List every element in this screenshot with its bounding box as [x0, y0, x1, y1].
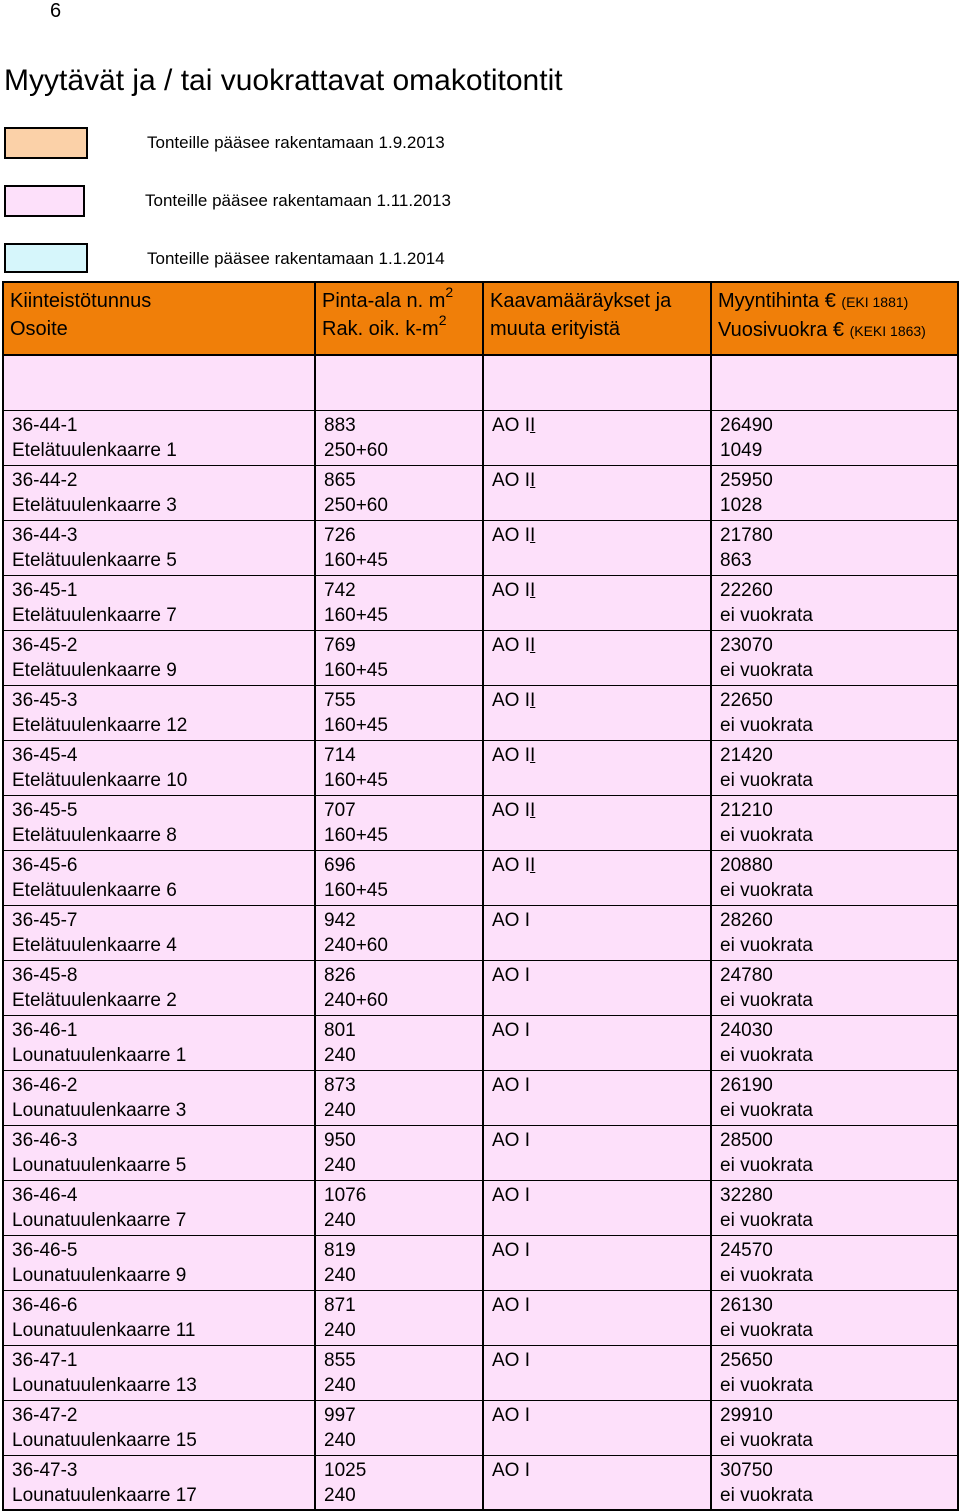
header-price-label: Myyntihinta: [718, 290, 820, 312]
zoning-code: AO I: [492, 1294, 531, 1316]
header-zoning: [483, 282, 711, 355]
cell-area: [315, 795, 483, 850]
annual-rent: ei vuokrata: [720, 989, 813, 1011]
table-row: [3, 465, 958, 520]
zoning-code: AO II: [492, 799, 536, 821]
building-right: 240: [324, 1319, 356, 1341]
zoning-code: AO I: [492, 1184, 531, 1206]
cell-zoning: [483, 465, 711, 520]
legend-swatch-orange: [4, 127, 88, 159]
property-id: 36-45-6: [12, 854, 78, 876]
annual-rent: ei vuokrata: [720, 1044, 813, 1066]
table-row: [3, 1400, 958, 1455]
address: Etelätuulenkaarre 10: [12, 769, 188, 791]
cell-price-rent: [711, 575, 958, 630]
plots-table: [2, 281, 959, 1511]
plot-area: 801: [324, 1019, 356, 1041]
building-right: 250+60: [324, 439, 388, 461]
property-id: 36-45-8: [12, 964, 78, 986]
building-right: 240+60: [324, 934, 388, 956]
legend-text-2: Tonteille pääsee rakentamaan 1.11.2013: [145, 191, 451, 210]
cell-area: [315, 575, 483, 630]
zoning-code: AO II: [492, 634, 536, 656]
sale-price: 21210: [720, 799, 773, 821]
plot-area: 742: [324, 579, 356, 601]
property-id: 36-45-2: [12, 634, 78, 656]
building-right: 160+45: [324, 659, 388, 681]
plot-area: 873: [324, 1074, 356, 1096]
annual-rent: 1028: [720, 494, 763, 516]
property-id: 36-44-2: [12, 469, 78, 491]
address: Lounatuulenkaarre 9: [12, 1264, 187, 1286]
plot-area: 942: [324, 909, 356, 931]
table-row: [3, 740, 958, 795]
zoning-code: AO II: [492, 579, 536, 601]
cell-area: [315, 465, 483, 520]
cell-zoning: [483, 1015, 711, 1070]
plot-area: 819: [324, 1239, 356, 1261]
address: Etelätuulenkaarre 12: [12, 714, 188, 736]
cell-id-address: [3, 575, 315, 630]
cell-area: [315, 1235, 483, 1290]
table-row: [3, 630, 958, 685]
zoning-code: AO I: [492, 1074, 531, 1096]
cell-zoning: [483, 960, 711, 1015]
sale-price: 30750: [720, 1459, 773, 1481]
property-id: 36-47-2: [12, 1404, 78, 1426]
cell-price-rent: [711, 630, 958, 685]
legend-text-3: Tonteille pääsee rakentamaan 1.1.2014: [147, 249, 445, 268]
sale-price: 22260: [720, 579, 773, 601]
cell-price-rent: [711, 1180, 958, 1235]
header-price-line: [718, 287, 951, 316]
cell-area: [315, 630, 483, 685]
sale-price: 21780: [720, 524, 773, 546]
annual-rent: ei vuokrata: [720, 824, 813, 846]
table-header-row: [3, 282, 958, 355]
cell-area: [315, 1125, 483, 1180]
table-row: [3, 1070, 958, 1125]
cell-area: [315, 1345, 483, 1400]
cell-area: [315, 410, 483, 465]
annual-rent: ei vuokrata: [720, 1209, 813, 1231]
zoning-underline: I: [530, 524, 536, 546]
header-price-index: (EKI 1881): [841, 294, 909, 310]
building-right: 240: [324, 1484, 356, 1506]
annual-rent: ei vuokrata: [720, 604, 813, 626]
cell-id-address: [3, 1290, 315, 1345]
cell-zoning: [483, 1400, 711, 1455]
gap-cell: [315, 355, 483, 410]
header-id-label: Kiinteistötunnus: [10, 290, 152, 312]
header-id-address: [3, 282, 315, 355]
header-area-line: [322, 284, 476, 315]
address: Lounatuulenkaarre 7: [12, 1209, 187, 1231]
zoning-code: AO I: [492, 909, 531, 931]
zoning-code: AO II: [492, 414, 536, 436]
sale-price: 23070: [720, 634, 773, 656]
cell-price-rent: [711, 1125, 958, 1180]
address: Etelätuulenkaarre 6: [12, 879, 177, 901]
sale-price: 32280: [720, 1184, 773, 1206]
address: Lounatuulenkaarre 3: [12, 1099, 187, 1121]
cell-id-address: [3, 905, 315, 960]
building-right: 250+60: [324, 494, 388, 516]
cell-price-rent: [711, 1235, 958, 1290]
annual-rent: 1049: [720, 439, 763, 461]
cell-id-address: [3, 520, 315, 575]
legend-swatch-pink: [4, 185, 85, 217]
annual-rent: ei vuokrata: [720, 1154, 813, 1176]
cell-id-address: [3, 850, 315, 905]
sale-price: 21420: [720, 744, 773, 766]
zoning-code: AO I: [492, 1349, 531, 1371]
cell-area: [315, 1290, 483, 1345]
annual-rent: ei vuokrata: [720, 879, 813, 901]
cell-zoning: [483, 1290, 711, 1345]
cell-price-rent: [711, 850, 958, 905]
building-right: 240+60: [324, 989, 388, 1011]
plot-area: 865: [324, 469, 356, 491]
annual-rent: ei vuokrata: [720, 1099, 813, 1121]
cell-zoning: [483, 1455, 711, 1510]
gap-cell: [483, 355, 711, 410]
legend-text-1: Tonteille pääsee rakentamaan 1.9.2013: [147, 133, 445, 152]
address: Lounatuulenkaarre 1: [12, 1044, 187, 1066]
plot-area: 826: [324, 964, 356, 986]
cell-price-rent: [711, 1015, 958, 1070]
zoning-underline: I: [530, 744, 536, 766]
cell-id-address: [3, 1070, 315, 1125]
table-row: [3, 575, 958, 630]
cell-zoning: [483, 1180, 711, 1235]
table-row: [3, 520, 958, 575]
property-id: 36-45-7: [12, 909, 78, 931]
cell-area: [315, 1455, 483, 1510]
annual-rent: ei vuokrata: [720, 1484, 813, 1506]
building-right: 160+45: [324, 714, 388, 736]
legend-swatch-cyan: [4, 243, 88, 273]
building-right: 240: [324, 1429, 356, 1451]
zoning-code: AO II: [492, 524, 536, 546]
building-right: 160+45: [324, 824, 388, 846]
zoning-code: AO I: [492, 964, 531, 986]
cell-zoning: [483, 1345, 711, 1400]
address: Etelätuulenkaarre 2: [12, 989, 177, 1011]
cell-zoning: [483, 410, 711, 465]
zoning-code: AO I: [492, 1239, 531, 1261]
cell-price-rent: [711, 1345, 958, 1400]
sale-price: 20880: [720, 854, 773, 876]
cell-price-rent: [711, 465, 958, 520]
header-address-label: Osoite: [10, 318, 68, 340]
property-id: 36-46-1: [12, 1019, 78, 1041]
address: Lounatuulenkaarre 15: [12, 1429, 197, 1451]
annual-rent: 863: [720, 549, 752, 571]
cell-zoning: [483, 1125, 711, 1180]
plot-area: 871: [324, 1294, 356, 1316]
plot-area: 1076: [324, 1184, 367, 1206]
address: Lounatuulenkaarre 11: [12, 1319, 196, 1341]
header-rent-label: Vuosivuokra: [718, 319, 828, 341]
table-row: [3, 1125, 958, 1180]
annual-rent: ei vuokrata: [720, 934, 813, 956]
sale-price: 26130: [720, 1294, 773, 1316]
address: Etelätuulenkaarre 3: [12, 494, 177, 516]
plot-area: 726: [324, 524, 356, 546]
address: Lounatuulenkaarre 17: [12, 1484, 197, 1506]
table-row: [3, 1345, 958, 1400]
cell-id-address: [3, 1235, 315, 1290]
cell-area: [315, 960, 483, 1015]
property-id: 36-46-4: [12, 1184, 78, 1206]
zoning-code: AO II: [492, 854, 536, 876]
sale-price: 25650: [720, 1349, 773, 1371]
zoning-code: AO II: [492, 744, 536, 766]
cell-price-rent: [711, 685, 958, 740]
property-id: 36-45-1: [12, 579, 78, 601]
cell-zoning: [483, 630, 711, 685]
page-number: 6: [50, 0, 62, 22]
zoning-code: AO I: [492, 1404, 531, 1426]
cell-zoning: [483, 1070, 711, 1125]
cell-id-address: [3, 410, 315, 465]
cell-id-address: [3, 1455, 315, 1510]
sale-price: 28500: [720, 1129, 773, 1151]
table-row: [3, 685, 958, 740]
building-right: 160+45: [324, 879, 388, 901]
zoning-underline: I: [530, 469, 536, 491]
plot-area: 755: [324, 689, 356, 711]
cell-price-rent: [711, 1400, 958, 1455]
euro-icon: €: [832, 319, 845, 341]
cell-id-address: [3, 630, 315, 685]
euro-icon: €: [824, 290, 836, 312]
header-area: [315, 282, 483, 355]
sale-price: 26490: [720, 414, 773, 436]
header-rent-index: (KEKI 1863): [849, 323, 926, 339]
cell-id-address: [3, 1400, 315, 1455]
annual-rent: ei vuokrata: [720, 1264, 813, 1286]
zoning-underline: I: [530, 854, 536, 876]
address: Etelätuulenkaarre 7: [12, 604, 177, 626]
cell-zoning: [483, 520, 711, 575]
annual-rent: ei vuokrata: [720, 714, 813, 736]
property-id: 36-47-1: [12, 1349, 78, 1371]
header-area-label: Pinta-ala n. m: [322, 290, 446, 312]
cell-zoning: [483, 850, 711, 905]
property-id: 36-46-3: [12, 1129, 78, 1151]
cell-price-rent: [711, 1290, 958, 1345]
cell-area: [315, 850, 483, 905]
building-right: 240: [324, 1154, 356, 1176]
zoning-code: AO I: [492, 1459, 531, 1481]
building-right: 240: [324, 1209, 356, 1231]
sale-price: 24570: [720, 1239, 773, 1261]
cell-price-rent: [711, 1070, 958, 1125]
table-body: [3, 355, 958, 1510]
cell-id-address: [3, 1015, 315, 1070]
header-rent-line: [718, 316, 951, 345]
building-right: 240: [324, 1264, 356, 1286]
property-id: 36-45-4: [12, 744, 78, 766]
plot-area: 1025: [324, 1459, 367, 1481]
plot-area: 883: [324, 414, 356, 436]
cell-price-rent: [711, 795, 958, 850]
property-id: 36-45-3: [12, 689, 78, 711]
header-build-sup: 2: [438, 312, 447, 329]
gap-cell: [3, 355, 315, 410]
annual-rent: ei vuokrata: [720, 659, 813, 681]
cell-area: [315, 1015, 483, 1070]
cell-zoning: [483, 795, 711, 850]
plot-area: 997: [324, 1404, 356, 1426]
property-id: 36-44-1: [12, 414, 78, 436]
address: Etelätuulenkaarre 4: [12, 934, 177, 956]
annual-rent: ei vuokrata: [720, 769, 813, 791]
table-row: [3, 1180, 958, 1235]
cell-area: [315, 905, 483, 960]
table-row: [3, 1235, 958, 1290]
address: Lounatuulenkaarre 13: [12, 1374, 197, 1396]
sale-price: 29910: [720, 1404, 773, 1426]
sale-price: 24780: [720, 964, 773, 986]
property-id: 36-45-5: [12, 799, 78, 821]
address: Lounatuulenkaarre 5: [12, 1154, 187, 1176]
cell-id-address: [3, 1180, 315, 1235]
sale-price: 22650: [720, 689, 773, 711]
cell-id-address: [3, 795, 315, 850]
header-other-label: muuta erityistä: [490, 318, 621, 340]
table-row: [3, 905, 958, 960]
cell-area: [315, 740, 483, 795]
address: Etelätuulenkaarre 9: [12, 659, 177, 681]
plot-area: 950: [324, 1129, 356, 1151]
table-row: [3, 795, 958, 850]
sale-price: 24030: [720, 1019, 773, 1041]
building-right: 160+45: [324, 769, 388, 791]
cell-id-address: [3, 740, 315, 795]
table-row: [3, 850, 958, 905]
header-build-label: Rak. oik. k-m: [322, 318, 439, 340]
sale-price: 25950: [720, 469, 773, 491]
table-row: [3, 1455, 958, 1510]
zoning-code: AO I: [492, 1129, 531, 1151]
cell-area: [315, 1180, 483, 1235]
property-id: 36-44-3: [12, 524, 78, 546]
cell-zoning: [483, 740, 711, 795]
property-id: 36-46-5: [12, 1239, 78, 1261]
annual-rent: ei vuokrata: [720, 1319, 813, 1341]
building-right: 160+45: [324, 549, 388, 571]
address: Etelätuulenkaarre 8: [12, 824, 177, 846]
cell-area: [315, 520, 483, 575]
cell-id-address: [3, 1125, 315, 1180]
table-row: [3, 960, 958, 1015]
property-id: 36-46-2: [12, 1074, 78, 1096]
zoning-underline: I: [530, 634, 536, 656]
cell-id-address: [3, 685, 315, 740]
address: Etelätuulenkaarre 1: [12, 439, 177, 461]
annual-rent: ei vuokrata: [720, 1374, 813, 1396]
building-right: 160+45: [324, 604, 388, 626]
zoning-underline: I: [530, 799, 536, 821]
cell-price-rent: [711, 520, 958, 575]
plot-area: 769: [324, 634, 356, 656]
table-row: [3, 1290, 958, 1345]
plot-area: 714: [324, 744, 356, 766]
header-price-rent: [711, 282, 958, 355]
cell-id-address: [3, 1345, 315, 1400]
cell-price-rent: [711, 740, 958, 795]
gap-cell: [711, 355, 958, 410]
table-row: [3, 1015, 958, 1070]
cell-id-address: [3, 960, 315, 1015]
sale-price: 28260: [720, 909, 773, 931]
cell-zoning: [483, 1235, 711, 1290]
building-right: 240: [324, 1044, 356, 1066]
cell-price-rent: [711, 960, 958, 1015]
cell-area: [315, 1400, 483, 1455]
page-title: Myytävät ja / tai vuokrattavat omakotitontit: [4, 64, 563, 97]
annual-rent: ei vuokrata: [720, 1429, 813, 1451]
table-row: [3, 410, 958, 465]
zoning-code: AO II: [492, 689, 536, 711]
zoning-underline: I: [530, 579, 536, 601]
plot-area: 855: [324, 1349, 356, 1371]
header-zoning-label: Kaavamääräykset ja: [490, 290, 672, 312]
building-right: 240: [324, 1099, 356, 1121]
address: Etelätuulenkaarre 5: [12, 549, 177, 571]
cell-zoning: [483, 685, 711, 740]
building-right: 240: [324, 1374, 356, 1396]
table-gap-row: [3, 355, 958, 410]
property-id: 36-46-6: [12, 1294, 78, 1316]
plot-area: 696: [324, 854, 356, 876]
plot-area: 707: [324, 799, 356, 821]
cell-id-address: [3, 465, 315, 520]
zoning-code: AO II: [492, 469, 536, 491]
header-area-sup: 2: [445, 284, 454, 301]
zoning-underline: I: [530, 414, 536, 436]
zoning-underline: I: [530, 689, 536, 711]
cell-price-rent: [711, 1455, 958, 1510]
cell-zoning: [483, 575, 711, 630]
cell-area: [315, 1070, 483, 1125]
cell-zoning: [483, 905, 711, 960]
cell-area: [315, 685, 483, 740]
property-id: 36-47-3: [12, 1459, 78, 1481]
header-build-line: [322, 312, 476, 343]
sale-price: 26190: [720, 1074, 773, 1096]
cell-price-rent: [711, 905, 958, 960]
cell-price-rent: [711, 410, 958, 465]
zoning-code: AO I: [492, 1019, 531, 1041]
